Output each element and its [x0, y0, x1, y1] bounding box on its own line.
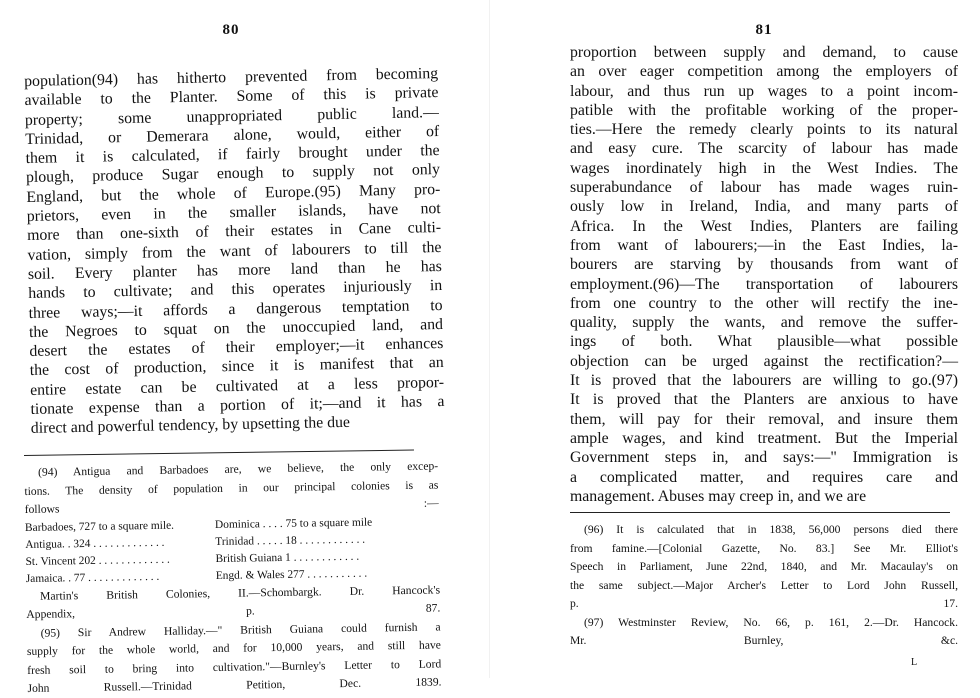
footnote-97	[570, 614, 958, 651]
signature-mark: L	[910, 656, 918, 668]
body-line: and easy cure. The scarcity of labour has made	[570, 140, 958, 158]
body-line: them it is calculated, if fairly brought under the	[25, 142, 440, 168]
body-line: vation, simply from the want of labourers to till the	[27, 238, 442, 264]
body-line: the cost of production, since it is manifest that an	[29, 354, 444, 380]
footnote-line: fresh soil to bring into cultivation."—Burnley's Letter to Lord	[27, 656, 442, 677]
body-line: ings of both. What plausible—what possible	[570, 333, 958, 351]
body-line: soil. Every planter has more land than he has	[27, 257, 442, 283]
body-line: England, but the whole of Europe.(95) Many pro-	[26, 180, 441, 206]
density-cell: Engd. & Wales 277 . . . . . . . . . . .	[215, 566, 368, 582]
footnote-line: (95) Sir Andrew Halliday.—" British Guiana could furnish a	[40, 619, 441, 639]
footnote-line: the same subject.—Major Archer's Letter to Lord John Russell,	[570, 578, 958, 592]
body-line: property; some unappropriated public land.—	[24, 103, 440, 129]
body-line: three ways;—it affords a dangerous temptation to	[28, 296, 443, 322]
density-table	[25, 513, 440, 587]
footnote-line: (94) Antigua and Barbadoes are, we believe, the only excep-	[38, 459, 439, 479]
body-line: labour, and thus run up wages to a point incom-	[570, 82, 958, 100]
body-line: the Negroes to squat on the unoccupied land, and	[28, 315, 444, 341]
footnote-line: (97) Westminster Review, No. 66, p. 161, 2.—Dr. Hancock.	[584, 615, 958, 629]
body-line: an over eager competition among the employers of	[570, 63, 958, 81]
footnote-rule	[24, 449, 414, 455]
body-line: desert the estates of their employer;—it enhances	[29, 335, 444, 361]
footnote-line: Mr. Burnley, &c.	[570, 634, 958, 648]
body-line: from want of labourers;—in the East Indies, la-	[570, 236, 958, 254]
footnotes	[24, 457, 442, 698]
body-line: tionate expense than a portion of it;—and it has a	[30, 393, 445, 418]
footnote-94	[24, 457, 439, 519]
body-line: from one country to the other will rectify the ine-	[570, 294, 958, 312]
page-number: 81	[755, 22, 773, 38]
footnote-line: John Russell.—Trinidad Petition, Dec. 1839.	[27, 675, 442, 695]
footnote-line: Speech in Parliament, June 22nd, 1840, and Mr. Macaulay's on	[570, 560, 958, 574]
body-line: bourers are starving by thousands from want of	[570, 256, 958, 274]
density-cell: Barbadoes, 727 to a square mile.	[24, 518, 175, 534]
body-line: Africa. In the West Indies, Planters are failing	[570, 217, 958, 235]
body-line: management. Abuses may creep in, and we are	[570, 487, 867, 505]
density-cell: Trinidad . . . . . 18 . . . . . . . . . . . .	[215, 532, 366, 548]
footnote-96	[570, 521, 958, 614]
body-line: employment.(96)—The transportation of labourers	[570, 275, 958, 293]
body-line: prietors, even in the smaller islands, have not	[26, 200, 441, 226]
footnote-line: follows :—	[24, 496, 439, 516]
body-line: them, will pay for their removal, and insure them	[570, 410, 958, 428]
body-line: ample wages, and kind treatment. But the Imperial	[570, 429, 958, 447]
body-line: plough, produce Sugar enough to supply not only	[25, 161, 441, 187]
body-line: entire estate can be cultivated at a less propor-	[29, 373, 445, 399]
body-line: patible with the profitable working of the proper-	[570, 101, 958, 119]
body-line: a complicated matter, and requires care and	[570, 468, 958, 486]
body-line: ties.—Here the remedy clearly points to its natural	[570, 121, 958, 139]
density-cell: St. Vincent 202 . . . . . . . . . . . . .	[25, 552, 170, 568]
footnote-line: p. 17.	[570, 597, 958, 611]
body-text	[570, 43, 958, 506]
footnote-line: (96) It is calculated that in 1838, 56,000 persons died there	[584, 523, 958, 537]
footnote-line: Martin's British Colonies, II.—Schombargk. Dr. Hancock's	[39, 582, 441, 602]
body-line: wages inordinately high in the West Indies. The	[570, 159, 958, 177]
body-line: direct and powerful tendency, by upsetting the due	[30, 414, 351, 438]
body-line: Trinidad, or Demerara alone, would, either of	[25, 122, 440, 148]
body-line: Government steps in, and says:—" Immigration is	[570, 449, 958, 467]
footnote-line: from famine.—[Colonial Gazette, No. 83.] See Mr. Elliot's	[570, 541, 958, 555]
body-line: hands to cultivate; and this operates injuriously in	[28, 277, 443, 303]
body-line: It is proved that the Planters are anxious to have	[570, 391, 958, 409]
density-cell: Jamaica. . 77 . . . . . . . . . . . . .	[25, 570, 160, 585]
body-line: It is proved that the labourers are willing to go.(97)	[570, 372, 958, 390]
footnotes	[570, 521, 958, 651]
footnote-line: Appendix, p. 87.	[26, 601, 441, 621]
footnote-95	[27, 618, 442, 698]
body-line: population(94) has hitherto prevented from becoming	[24, 65, 439, 90]
body-line: quality, supply the wants, and remove the suffer-	[570, 314, 958, 332]
body-line: objection can be urged against the rectification?—	[570, 352, 958, 370]
density-cell: Antigua. . 324 . . . . . . . . . . . . .	[25, 535, 165, 551]
density-cell: Dominica . . . . 75 to a square mile	[214, 515, 373, 531]
footnote-rule	[570, 512, 950, 513]
body-line: ously low in Ireland, India, and many parts of	[570, 198, 958, 216]
body-line: more than one-sixth of their estates in Cane culti-	[26, 219, 442, 245]
right-page	[490, 0, 980, 678]
density-cell: British Guiana 1 . . . . . . . . . . . .	[215, 549, 360, 565]
body-line: proportion between supply and demand, to cause	[570, 44, 958, 61]
page-number: 80	[222, 22, 240, 38]
footnote-line: supply for the whole world, and for 10,000 years, and still have	[26, 638, 441, 658]
footnote-94-source	[26, 581, 441, 624]
footnote-line: tions. The density of population in our principal colonies is as	[24, 477, 439, 498]
body-line: superabundance of labour has made wages ruin-	[570, 179, 958, 197]
body-text	[24, 64, 445, 439]
left-page	[0, 0, 490, 695]
body-line: available to the Planter. Some of this is private	[24, 84, 439, 110]
